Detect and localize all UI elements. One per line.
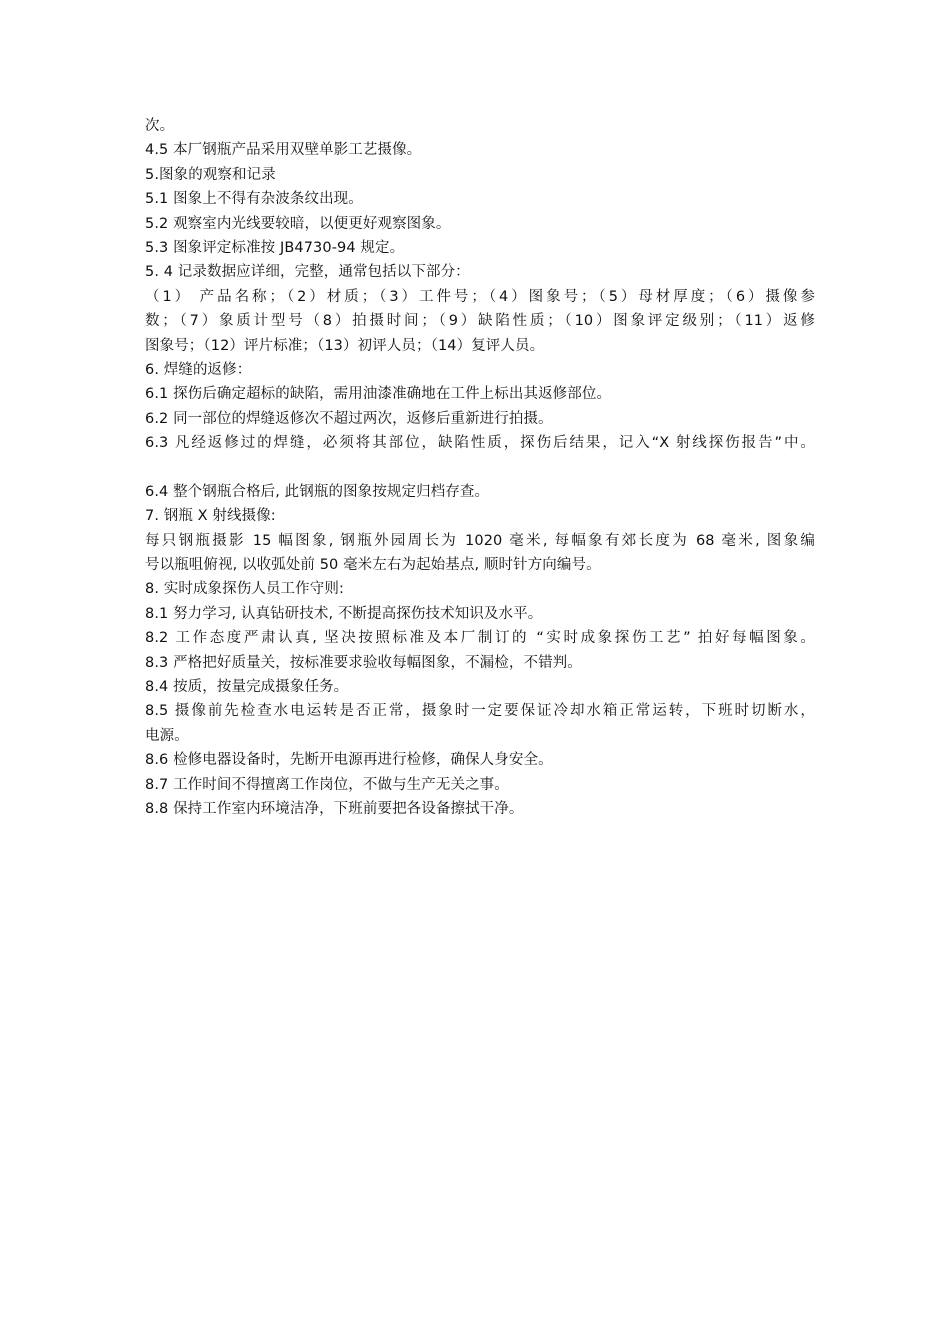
text-line: 6.2 同一部位的焊缝返修次不超过两次，返修后重新进行拍摄。 [145, 410, 553, 427]
text-line: 电源。 [145, 727, 189, 744]
blank-line [145, 455, 815, 479]
text-line: 8.2 工作态度严肃认真, 坚决按照标准及本厂制订的 “实时成象探伤工艺” 拍好每幅图象。 [145, 630, 815, 647]
text-line: 5. 4 记录数据应详细，完整，通常包括以下部分： [145, 264, 470, 281]
text-line: 5.2 观察室内光线要较暗，以便更好观察图象。 [145, 215, 451, 232]
text-line: 6.4 整个钢瓶合格后, 此钢瓶的图象按规定归档存查。 [145, 483, 490, 500]
text-line: （1） 产品名称；（2）材质；（3）工件号；（4）图象号；（5）母材厚度；（6）摄像参 [145, 288, 815, 305]
text-line: 图象号；（12）评片标准；（13）初评人员；（14）复评人员。 [145, 337, 545, 354]
text-line: 8.1 努力学习, 认真钻研技术, 不断提高探伤技术知识及水平。 [145, 605, 543, 622]
text-line: 8.8 保持工作室内环境洁净，下班前要把各设备擦拭干净。 [145, 800, 524, 817]
text-line: 8.3 严格把好质量关，按标准要求验收每幅图象，不漏检，不错判。 [145, 654, 582, 671]
text-line: 7. 钢瓶 X 射线摄像: [145, 508, 276, 525]
document-page [145, 114, 815, 821]
text-line: 数；（7）象质计型号（8）拍摄时间；（9）缺陷性质；（10）图象评定级别；（11）返修 [145, 313, 815, 330]
text-line: 6. 焊缝的返修： [145, 361, 252, 378]
text-line: 5.图象的观察和记录 [145, 166, 276, 183]
text-line: 8. 实时成象探伤人员工作守则: [145, 581, 344, 598]
text-line: 8.5 摄像前先检查水电运转是否正常，摄象时一定要保证冷却水箱正常运转，下班时切断水， [145, 703, 815, 720]
text-line: 6.3 凡经返修过的焊缝，必须将其部位，缺陷性质，探伤后结果，记入“X 射线探伤报告”中。 [145, 435, 815, 452]
text-line: 每只钢瓶摄影 15 幅图象, 钢瓶外园周长为 1020 毫米, 每幅象有郊长度为 68 毫米, 图象编 [145, 532, 815, 549]
text-line: 号以瓶咀俯视, 以收弧处前 50 毫米左右为起始基点, 顺时针方向编号。 [145, 557, 601, 574]
text-line: 8.6 检修电器设备时，先断开电源再进行检修，确保人身安全。 [145, 752, 553, 769]
text-line: 8.7 工作时间不得擅离工作岗位，不做与生产无关之事。 [145, 776, 509, 793]
text-line: 4.5 本厂钢瓶产品采用双壁单影工艺摄像。 [145, 142, 422, 159]
text-line: 8.4 按质，按量完成摄象任务。 [145, 678, 349, 695]
text-line: 5.3 图象评定标准按 JB4730-94 规定。 [145, 239, 405, 256]
text-line: 次。 [145, 118, 175, 134]
text-line: 6.1 探伤后确定超标的缺陷，需用油漆准确地在工件上标出其返修部位。 [145, 386, 612, 403]
text-line: 5.1 图象上不得有杂波条纹出现。 [145, 191, 363, 208]
